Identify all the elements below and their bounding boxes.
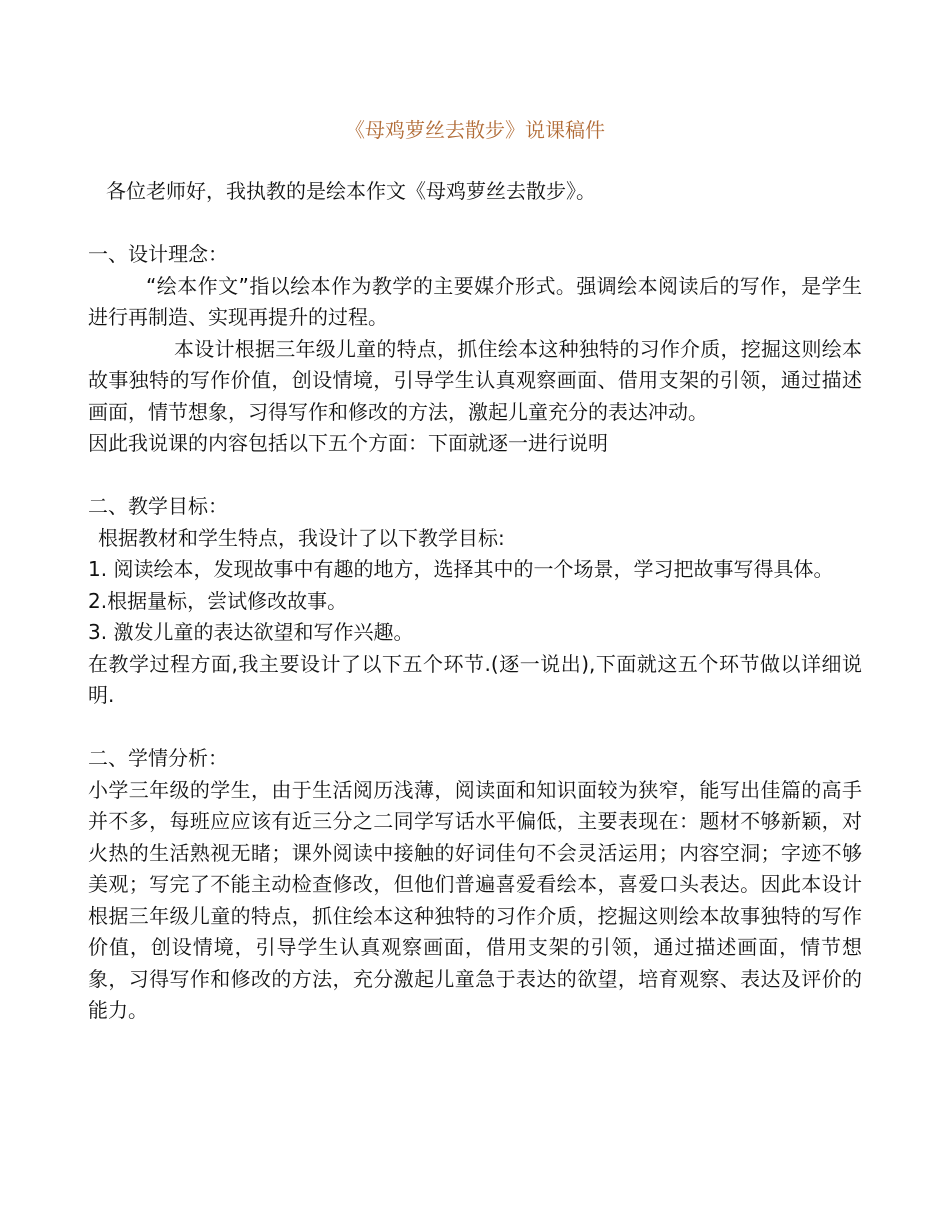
teaching-goals-intro: 根据教材和学生特点，我设计了以下教学目标: xyxy=(98,525,505,550)
design-concept-paragraph-3: 因此我说课的内容包括以下五个方面：下面就逐一进行说明 xyxy=(88,431,608,455)
section-heading-teaching-goals: 二、教学目标： xyxy=(88,494,228,518)
document-body xyxy=(88,176,862,1027)
document-title: 《母鸡萝丝去散步》说课稿件 xyxy=(345,118,605,142)
section-heading-design-concept: 一、设计理念： xyxy=(88,242,228,266)
learner-analysis-paragraph: 小学三年级的学生，由于生活阅历浅薄，阅读面和知识面较为狭窄，能写出佳篇的高手并不多，每班应应该有近三分之二同学写话水平偏低，主要表现在：题材不够新颖，对火热的生活熟视无睹；课外阅读中接触的好词佳句不会灵活运用；内容空洞；字迹不够美观；写完了不能主动检查修改，但他们普遍喜爱看绘本，喜爱口头表达。因此本设计根据三年级儿童的特点，抓住绘本这种独特的习作介质，挖掘这则绘本故事独特的写作价值，创设情境，引导学生认真观察画面，借用支架的引领，通过描述画面，情节想象，习得写作和修改的方法，充分激起儿童急于表达的欲望，培育观察、表达及评价的能力。 xyxy=(88,777,862,1022)
teaching-goal-3: 3. 激发儿童的表达欲望和写作兴趣。 xyxy=(88,620,414,644)
teaching-process-paragraph: 在教学过程方面,我主要设计了以下五个环节.(逐一说出),下面就这五个环节做以详细说明. xyxy=(88,651,862,707)
design-concept-paragraph-2: 本设计根据三年级儿童的特点，抓住绘本这种独特的习作介质，挖掘这则绘本故事独特的写作价值，创设情境，引导学生认真观察画面、借用支架的引领，通过描述画面，情节想象，习得写作和修改的方法，激起儿童充分的表达冲动。 xyxy=(88,336,862,424)
teaching-goal-1: 1. 阅读绘本，发现故事中有趣的地方，选择其中的一个场景，学习把故事写得具体。 xyxy=(88,557,834,581)
paragraph-gap xyxy=(88,712,862,744)
teaching-goal-2: 2.根据量标，尝试修改故事。 xyxy=(88,588,348,613)
design-concept-paragraph-1: “绘本作文”指以绘本作为教学的主要媒介形式。强调绘本阅读后的写作，是学生进行再制造、实现再提升的过程。 xyxy=(88,273,862,329)
section-heading-learner-analysis: 二、学情分析： xyxy=(88,746,228,770)
greeting-paragraph: 各位老师好，我执教的是绘本作文《母鸡萝丝去散步》。 xyxy=(106,179,596,203)
paragraph-gap xyxy=(88,208,862,240)
paragraph-gap xyxy=(88,460,862,492)
